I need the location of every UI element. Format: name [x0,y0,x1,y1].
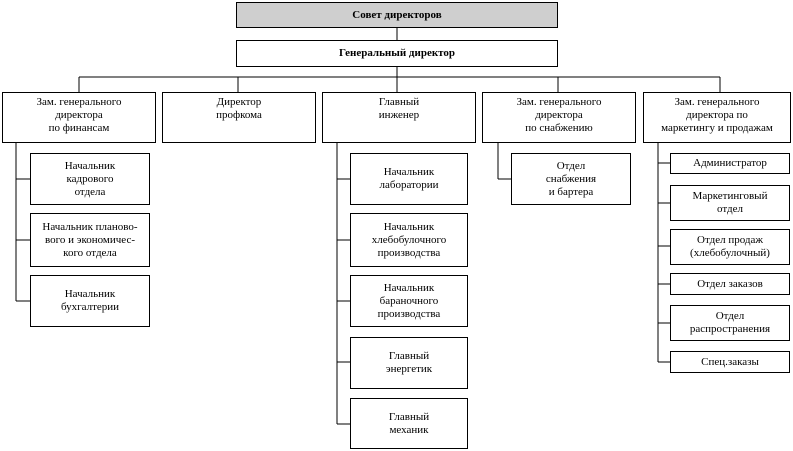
orders-dept-box: Отдел заказов [670,273,790,295]
distribution-dept-box: Отдел распространения [670,305,790,341]
supply-and-barter-dept-box: Отдел снабжения и бартера [511,153,631,205]
chief-engineer-box: Главный инженер [322,92,476,143]
head-of-planning-economics-box: Начальник планово- вого и экономичес- кого отдела [30,213,150,267]
union-director-box: Директор профкома [162,92,316,143]
deputy-supply-box: Зам. генерального директора по снабжению [482,92,636,143]
head-of-laboratory-box: Начальник лаборатории [350,153,468,205]
special-orders-box: Спец.заказы [670,351,790,373]
chief-mechanic-box: Главный механик [350,398,468,449]
deputy-marketing-box: Зам. генерального директора по маркетингу и продажам [643,92,791,143]
sales-dept-bakery-box: Отдел продаж (хлебобулочный) [670,229,790,265]
head-of-accounting-box: Начальник бухгалтерии [30,275,150,327]
deputy-finance-box: Зам. генерального директора по финансам [2,92,156,143]
head-of-hr-box: Начальник кадрового отдела [30,153,150,205]
marketing-dept-box: Маркетинговый отдел [670,185,790,221]
head-of-bakery-production-box: Начальник хлебобулочного производства [350,213,468,267]
chief-power-engineer-box: Главный энергетик [350,337,468,389]
board-of-directors-box: Совет директоров [236,2,558,28]
administrator-box: Администратор [670,153,790,174]
head-of-bagel-production-box: Начальник бараночного производства [350,275,468,327]
general-director-box: Генеральный директор [236,40,558,67]
